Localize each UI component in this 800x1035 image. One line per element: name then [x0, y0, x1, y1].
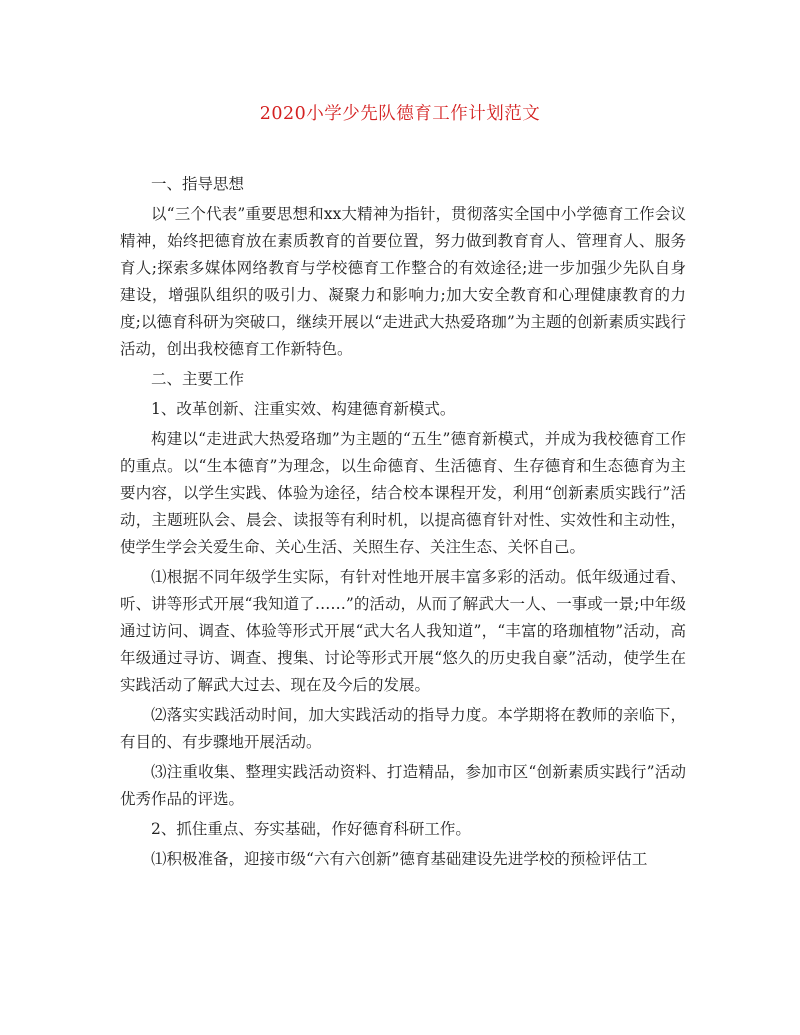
document-body [120, 171, 686, 873]
paragraph-moral-model: 构建以“走进武大热爱珞珈”为主题的“五生”德育新模式，并成为我校德育工作的重点。以“生本德育”为理念，以生命德育、生活德育、生存德育和生态德育为主要内容，以学生实践、体验为途径，结合校本课程开发，利用“创新素质实践行”活动，主题班队会、晨会、读报等有利时机，以提高德育针对性、实效性和主动性，使学生学会关爱生命、关心生活、关照生存、关注生态、关怀自己。 [120, 430, 686, 556]
subheading-reform-innovation: 1、改革创新、注重实效、构建德育新模式。 [151, 400, 456, 418]
paragraph-item-1: ⑴根据不同年级学生实际，有针对性地开展丰富多彩的活动。低年级通过看、听、讲等形式开展“我知道了……”的活动，从而了解武大一人、一事或一景;中年级通过访问、调查、体验等形式开展“武大名人我知道”，“丰富的珞珈植物”活动，高年级通过寻访、调查、搜集、讨论等形式开展“悠久的历史我自豪”活动，使学生在实践活动了解武大过去、现在及今后的发展。 [120, 568, 686, 694]
subheading-research-work: 2、抓住重点、夯实基础，作好德育科研工作。 [151, 820, 471, 838]
section-heading-guiding-ideology: 一、指导思想 [151, 175, 245, 193]
paragraph-item-3: ⑶注重收集、整理实践活动资料、打造精品，参加市区“创新素质实践行”活动优秀作品的评选。 [120, 763, 686, 808]
paragraph-guiding-ideology: 以“三个代表”重要思想和xx大精神为指针，贯彻落实全国中小学德育工作会议精神，始终把德育放在素质教育的首要位置，努力做到教育育人、管理育人、服务育人;探索多媒体网络教育与学校德育工作整合的有效途径;进一步加强少先队自身建设，增强队组织的吸引力、凝聚力和影响力;加大安全教育和心理健康教育的力度;以德育科研为突破口，继续开展以“走进武大热爱珞珈”为主题的创新素质实践行活动，创出我校德育工作新特色。 [120, 205, 686, 358]
section-heading-main-work: 二、主要工作 [151, 370, 245, 388]
paragraph-item-2: ⑵落实实践活动时间，加大实践活动的指导力度。本学期将在教师的亲临下，有目的、有步骤地开展活动。 [120, 706, 686, 751]
paragraph-research-item-1: ⑴积极准备，迎接市级“六有六创新”德育基础建设先进学校的预检评估工 [151, 850, 648, 868]
document-title: 2020小学少先队德育工作计划范文 [259, 104, 541, 124]
